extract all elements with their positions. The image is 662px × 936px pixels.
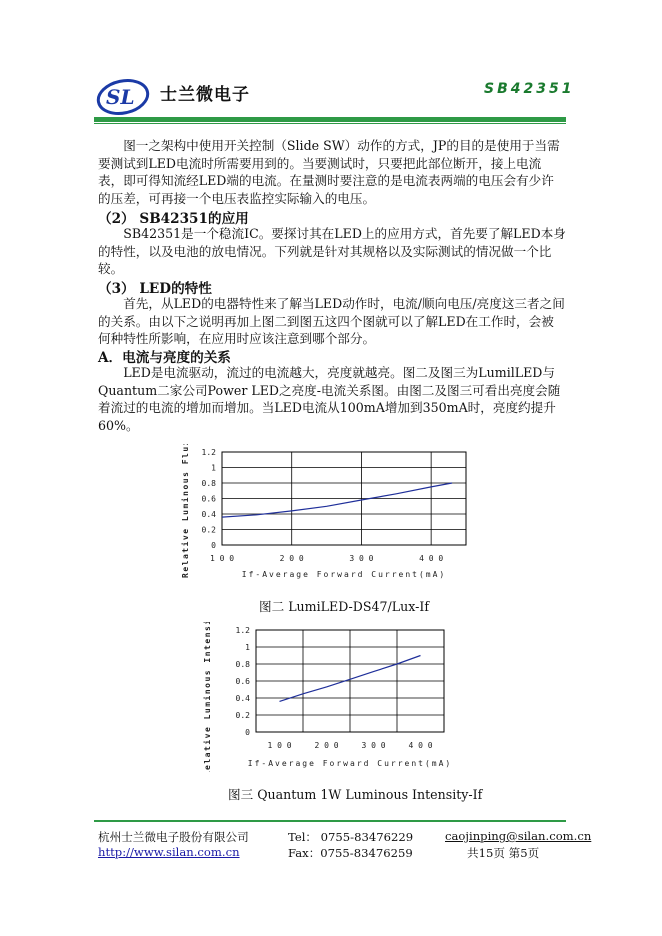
y-tick-label: 0.6 xyxy=(235,677,250,686)
document-number: SB42351 xyxy=(484,81,575,97)
paragraph-current-brightness: LED是电流驱动，流过的电流越大，亮度就越亮。图二及图三为LumilLED与Quantum二家公司Power LED之亮度-电流关系图。由图二及图三可看出亮度会随着流过的电流的增加而增加。当LED电流从100mA增加到350mA时，亮度约提升60%。 xyxy=(98,365,561,433)
y-tick-label: 1 xyxy=(211,463,216,473)
y-tick-label: 0.4 xyxy=(235,694,250,703)
footer-company: 杭州士兰微电子股份有限公司 xyxy=(98,830,249,844)
footer-fax: Fax：0755-83476259 xyxy=(288,846,413,860)
y-tick-label: 0 xyxy=(211,541,216,550)
section-heading-led-characteristics: （3） LED的特性 xyxy=(98,281,212,297)
y-axis-label: Relative Luminous Intensity xyxy=(203,622,212,772)
logo-mark: SL xyxy=(106,85,135,109)
y-tick-label: 0.4 xyxy=(201,510,216,519)
x-tick-label: 4 0 0 xyxy=(408,741,433,750)
footer-website-link[interactable]: http://www.silan.com.cn xyxy=(98,845,240,859)
y-tick-label: 1.2 xyxy=(201,448,216,457)
figure-2-chart xyxy=(178,444,478,584)
figure-2-caption: 图二 LumiLED-DS47/Lux-If xyxy=(259,599,430,614)
x-tick-label: 4 0 0 xyxy=(419,554,444,563)
company-name: 士兰微电子 xyxy=(160,85,250,105)
y-tick-label: 1 xyxy=(245,643,250,652)
x-tick-label: 3 0 0 xyxy=(361,741,386,750)
paragraph-slide-sw: 图一之架构中使用开关控制（Slide SW）动作的方式，JP的目的是使用于当需要测试到LED电流时所需要用到的。当要测试时，只要把此部位断开，接上电流表，即可得知流经LED端的电流。在量测时要注意的是电流表两端的电压会有少许的压差，可再接一个电压表监控实际输入的电压。 xyxy=(98,138,560,206)
x-tick-label: 3 0 0 xyxy=(349,554,374,563)
x-tick-label: 1 0 0 xyxy=(267,741,292,750)
subsection-heading-current-brightness: A．电流与亮度的关系 xyxy=(98,350,231,366)
y-tick-label: 0.2 xyxy=(235,711,250,720)
header-divider xyxy=(94,117,566,122)
footer-divider xyxy=(94,820,566,822)
y-tick-label: 0 xyxy=(245,728,250,737)
footer-tel: Tel： 0755-83476229 xyxy=(288,830,414,844)
y-tick-label: 0.8 xyxy=(235,660,250,669)
x-axis-label: If-Average Forward Current(mA) xyxy=(247,759,453,768)
y-tick-label: 0.6 xyxy=(201,494,216,504)
section-heading-application: （2） SB42351的应用 xyxy=(98,211,249,227)
figure-3-caption: 图三 Quantum 1W Luminous Intensity-If xyxy=(228,787,483,802)
x-tick-label: 2 0 0 xyxy=(314,741,339,750)
x-tick-label: 1 0 0 xyxy=(209,554,235,563)
x-axis-label: If-Average Forward Current(mA) xyxy=(241,570,447,579)
y-axis-label: Relative Luminous Flux xyxy=(181,444,190,578)
y-tick-label: 0.8 xyxy=(201,479,216,488)
company-logo xyxy=(96,78,150,116)
footer-page-number: 共15页 第5页 xyxy=(467,846,540,860)
y-tick-label: 0.2 xyxy=(201,525,216,535)
figure-3-chart xyxy=(198,622,458,772)
x-tick-label: 2 0 0 xyxy=(279,554,304,563)
series-line xyxy=(222,483,452,517)
y-tick-label: 1.2 xyxy=(235,626,250,635)
paragraph-application: SB42351是一个稳流IC。要探讨其在LED上的应用方式，首先要了解LED本身的特性，以及电池的放电情况。下列就是针对其规格以及实际测试的情况做一个比较。 xyxy=(98,226,566,277)
header-divider-thin xyxy=(94,123,566,124)
footer-email-link[interactable]: caojinping@silan.com.cn xyxy=(445,829,592,843)
paragraph-led-characteristics: 首先，从LED的电器特性来了解当LED动作时，电流/顺向电压/亮度这三者之间的关系。由以下之说明再加上图二到图五这四个图就可以了解LED在工作时，会被何种特性所影响，在应用时应该注意到哪个部分。 xyxy=(98,296,565,347)
